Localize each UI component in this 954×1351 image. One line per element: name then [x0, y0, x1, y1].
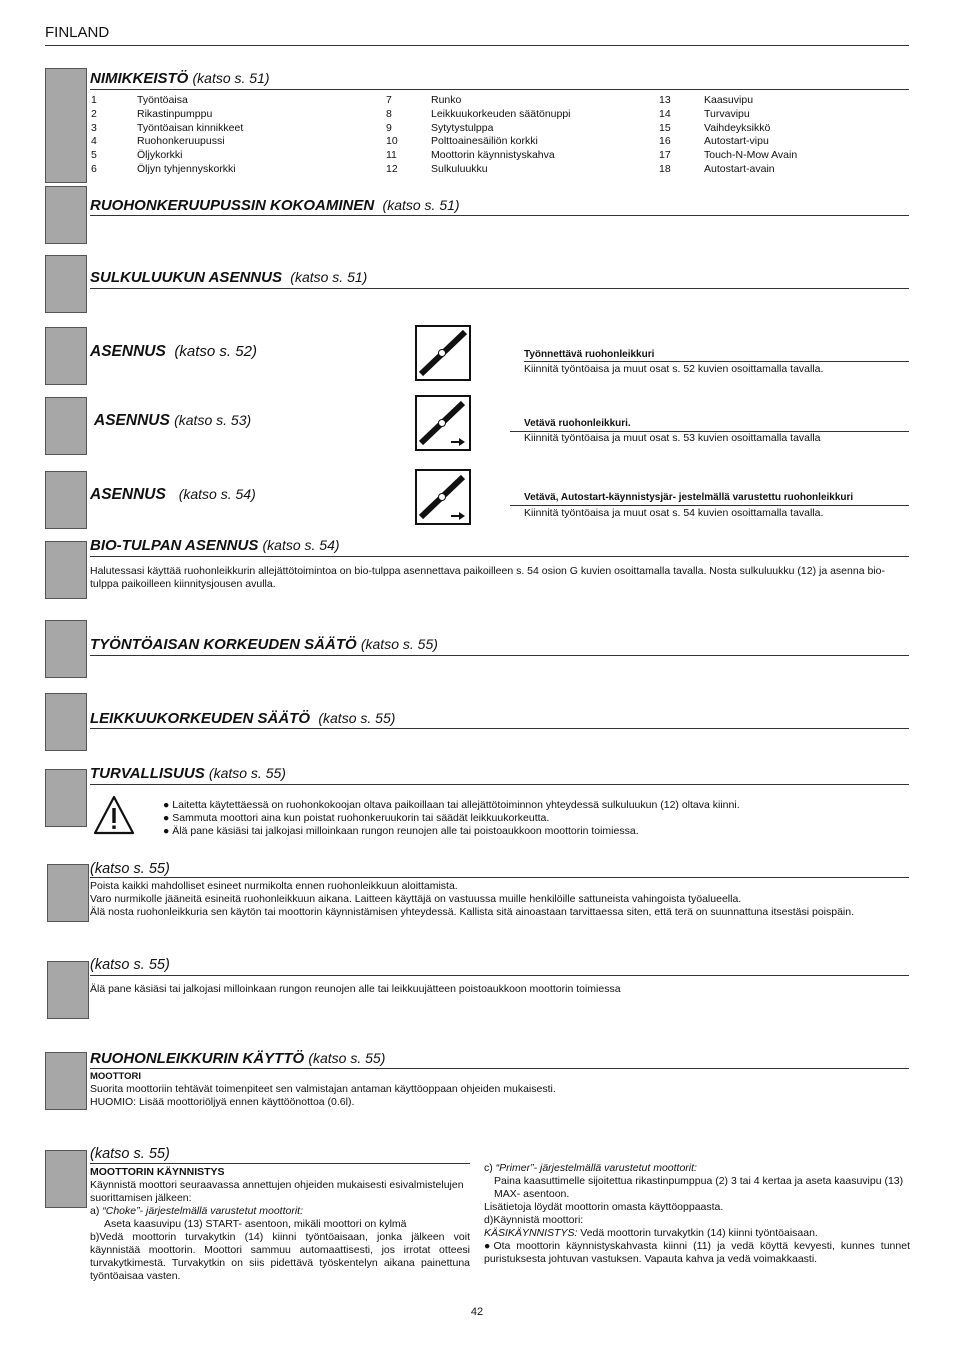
lawnmower-handle-icon — [415, 469, 471, 525]
parts-list: 1 Työntöaisa 2 Rikastinpumppu 3 Työntöaisan kinnikkeet 4 Ruohonkeruupussi 5 Öljykorkki 6 Öljyn tyhjennyskorkki 7 Runko 8 Leikkuukorkeuden säätönuppi 9 Sytytystulppa 10 Polttoainesäiliön korkki 11 Moottorin käynnistyskahva 12 Sulkuluukku 13 Kaasuvipu 14 Turvavipu 15 Vaihdeyksikkö 16 Autostart-vipu 17 Touch-N-Mow Avain 18 Autostart-avain — [91, 94, 798, 175]
section-marker — [45, 327, 87, 385]
section-title-asennus-2: ASENNUS (katso s. 53) — [94, 412, 252, 429]
bio-text: Halutessasi käyttää ruohonleikkurin allejättötoimintoa on bio-tulppa asennettava paikoilleen s. 54 osion G kuvien osoittamalla tavalla. Nosta sulkuluukku (12) ja asenna bio-tulppa paikoilleen kiinnitysjousen avulla. — [90, 565, 885, 590]
kaynnistys-intro: Käynnistä moottori seuraavassa annettujen ohjeiden mukaisesti esivalmistelujen suorittamisen jälkeen: — [90, 1179, 464, 1204]
section-rule — [90, 655, 909, 656]
turva-bullets — [163, 799, 913, 838]
kaytto-text — [90, 1070, 912, 1109]
header-rule — [45, 45, 909, 46]
section-rule — [90, 975, 909, 976]
section-rule — [90, 1163, 470, 1164]
section-marker — [45, 255, 87, 313]
section-ref-turva-2: (katso s. 55) — [90, 861, 170, 877]
section-title-nimikkeisto: NIMIKKEISTÖ (katso s. 51) — [90, 70, 270, 87]
asennus-3-label: Vetävä, Autostart-käynnistysjär- jestelmällä varustettu ruohonleikkuri — [524, 492, 854, 503]
section-rule — [90, 877, 909, 878]
kaynnistys-d-bullet: ●Ota moottorin käynnistyskahvasta kiinni (11) ja vedä köyttä kevyesti, kunnes tunnet puristuksesta johtuvan vastuksen. Vapauta kahva ja vedä voimakkaasti. — [484, 1240, 910, 1265]
section-marker — [45, 186, 87, 244]
lawnmower-handle-icon — [415, 395, 471, 451]
kaynnistys-c-extra: Lisätietoja löydät moottorin omasta käyttöoppaasta. — [484, 1201, 724, 1213]
kaytto-line: HUOMIO: Lisää moottoriöljyä ennen käyttöönottoa (0.6l). — [90, 1096, 355, 1108]
kaynnistys-c-heading: c) “Primer”- järjestelmällä varustetut moottorit: — [484, 1162, 697, 1174]
section-rule — [90, 89, 909, 90]
section-rule — [90, 556, 909, 557]
section-title-asennus-1: ASENNUS (katso s. 52) — [90, 343, 257, 360]
kaynnistys-subtitle: MOOTTORIN KÄYNNISTYS — [90, 1166, 225, 1178]
kaytto-line: Suorita moottoriin tehtävät toimenpiteet sen valmistajan antaman käyttöoppaan ohjeiden mukaisesti. — [90, 1083, 556, 1095]
section-title-turva: TURVALLISUUS (katso s. 55) — [90, 765, 286, 782]
kaynnistys-d-text: d)Käynnistä moottori: — [484, 1214, 584, 1226]
section-ref-kaynnistys: (katso s. 55) — [90, 1146, 170, 1162]
section-title-bio: BIO-TULPAN ASENNUS (katso s. 54) — [90, 537, 340, 554]
turva-bullet: ● Laitetta käytettäessä on ruohonkokoojan oltava paikoillaan tai allejättötoiminnon yhteydessä sulkuluukun (12) oltava kiinni. — [163, 799, 740, 811]
section-marker — [45, 471, 87, 529]
section-marker — [47, 961, 89, 1019]
kaynnistys-c-text: Paina kaasuttimelle sijoitettua rikastinpumppua (2) 3 tai 4 kertaa ja aseta kaasuvipu (13) MAX- asentoon. — [494, 1175, 904, 1200]
section-rule — [90, 288, 909, 289]
section-title-korkeus: TYÖNTÖAISAN KORKEUDEN SÄÄTÖ (katso s. 55) — [90, 636, 438, 653]
kaynnistys-a-heading: a) “Choke”- järjestelmällä varustetut moottorit: — [90, 1205, 304, 1217]
section-rule — [90, 784, 909, 785]
section-title-kaytto: RUOHONLEIKKURIN KÄYTTÖ (katso s. 55) — [90, 1050, 386, 1067]
turva-2-text — [90, 880, 912, 919]
section-rule — [510, 505, 909, 506]
kaynnistys-right-column — [484, 1162, 910, 1266]
lawnmower-handle-icon — [415, 325, 471, 381]
section-marker — [47, 864, 89, 922]
section-title-kokoaminen: RUOHONKERUUPUSSIN KOKOAMINEN (katso s. 51) — [90, 197, 460, 214]
section-marker — [45, 1052, 87, 1110]
asennus-1-label: Työnnettävä ruohonleikkuri — [524, 349, 655, 360]
kaytto-subtitle: MOOTTORI — [90, 1071, 142, 1082]
section-marker — [45, 68, 87, 183]
page-number: 42 — [470, 1306, 484, 1318]
turva-3-text: Älä pane käsiäsi tai jalkojasi milloinkaan rungon reunojen alle tai leikkuujätteen poistoaukkoon moottorin toimiessa — [90, 983, 621, 995]
asennus-3-text: Kiinnitä työntöaisa ja muut osat s. 54 kuvien osoittamalla tavalla. — [524, 507, 824, 519]
section-marker — [45, 620, 87, 678]
section-marker — [45, 1150, 87, 1208]
section-title-leikkuu: LEIKKUUKORKEUDEN SÄÄTÖ (katso s. 55) — [90, 710, 396, 727]
kaynnistys-d-manual: KÄSIKÄYNNISTYS: Vedä moottorin turvakytkin (14) kiinni työntöaisaan. — [484, 1227, 818, 1239]
section-rule — [90, 1068, 909, 1069]
section-title-sulkuluukku: SULKULUUKUN ASENNUS (katso s. 51) — [90, 269, 368, 286]
turva-2-line: Varo nurmikolle jääneitä esineitä ruohonleikkuun aikana. Laitteen käyttäjä on vastuussa muille henkilöille sattuneista vahingoista työalueella. — [90, 893, 742, 905]
section-marker — [45, 693, 87, 751]
asennus-2-label: Vetävä ruohonleikkuri. — [524, 418, 631, 429]
asennus-2-text: Kiinnitä työntöaisa ja muut osat s. 53 kuvien osoittamalla tavalla — [524, 432, 821, 444]
kaynnistys-a-text: Aseta kaasuvipu (13) START- asentoon, mikäli moottori on kylmä — [104, 1218, 407, 1230]
asennus-1-text: Kiinnitä työntöaisa ja muut osat s. 52 kuvien osoittamalla tavalla. — [524, 363, 824, 375]
turva-2-line: Älä nosta ruohonleikkuria sen käytön tai moottorin käynnistämisen yhteydessä. Kallista sitä ainoastaan tarvittaessa siten, että terä on suunnattuna itsestäsi poispäin. — [90, 906, 855, 918]
section-marker — [45, 769, 87, 827]
warning-triangle-icon — [92, 794, 136, 836]
section-rule — [90, 728, 909, 729]
turva-bullet: ● Älä pane käsiäsi tai jalkojasi milloinkaan rungon reunojen alle tai poistoaukkoon moottorin toimiessa. — [163, 825, 639, 837]
section-marker — [45, 541, 87, 599]
section-rule — [524, 361, 909, 362]
turva-2-line: Poista kaikki mahdolliset esineet nurmikolta ennen ruohonleikkuun aloittamista. — [90, 880, 458, 892]
section-title-asennus-3: ASENNUS (katso s. 54) — [90, 486, 256, 503]
section-ref-turva-3: (katso s. 55) — [90, 957, 170, 973]
kaynnistys-b-text: b)Vedä moottorin turvakytkin (14) kiinni työntöaisaan, jonka jälkeen voit käynnistää moottorin. Moottori sammuu automaattisesti, jos irrotat otteesi turvakytkimestä. Turvakytkin on siis pidettävä työskentelyn aikana painettuna työntöaisaa vasten. — [90, 1231, 470, 1282]
section-rule — [90, 215, 909, 216]
section-marker — [45, 397, 87, 455]
kaynnistys-left-column — [90, 1166, 470, 1283]
country-label: FINLAND — [45, 24, 110, 41]
turva-bullet: ● Sammuta moottori aina kun poistat ruohonkeruukorin tai säädät leikkuukorkeutta. — [163, 812, 550, 824]
